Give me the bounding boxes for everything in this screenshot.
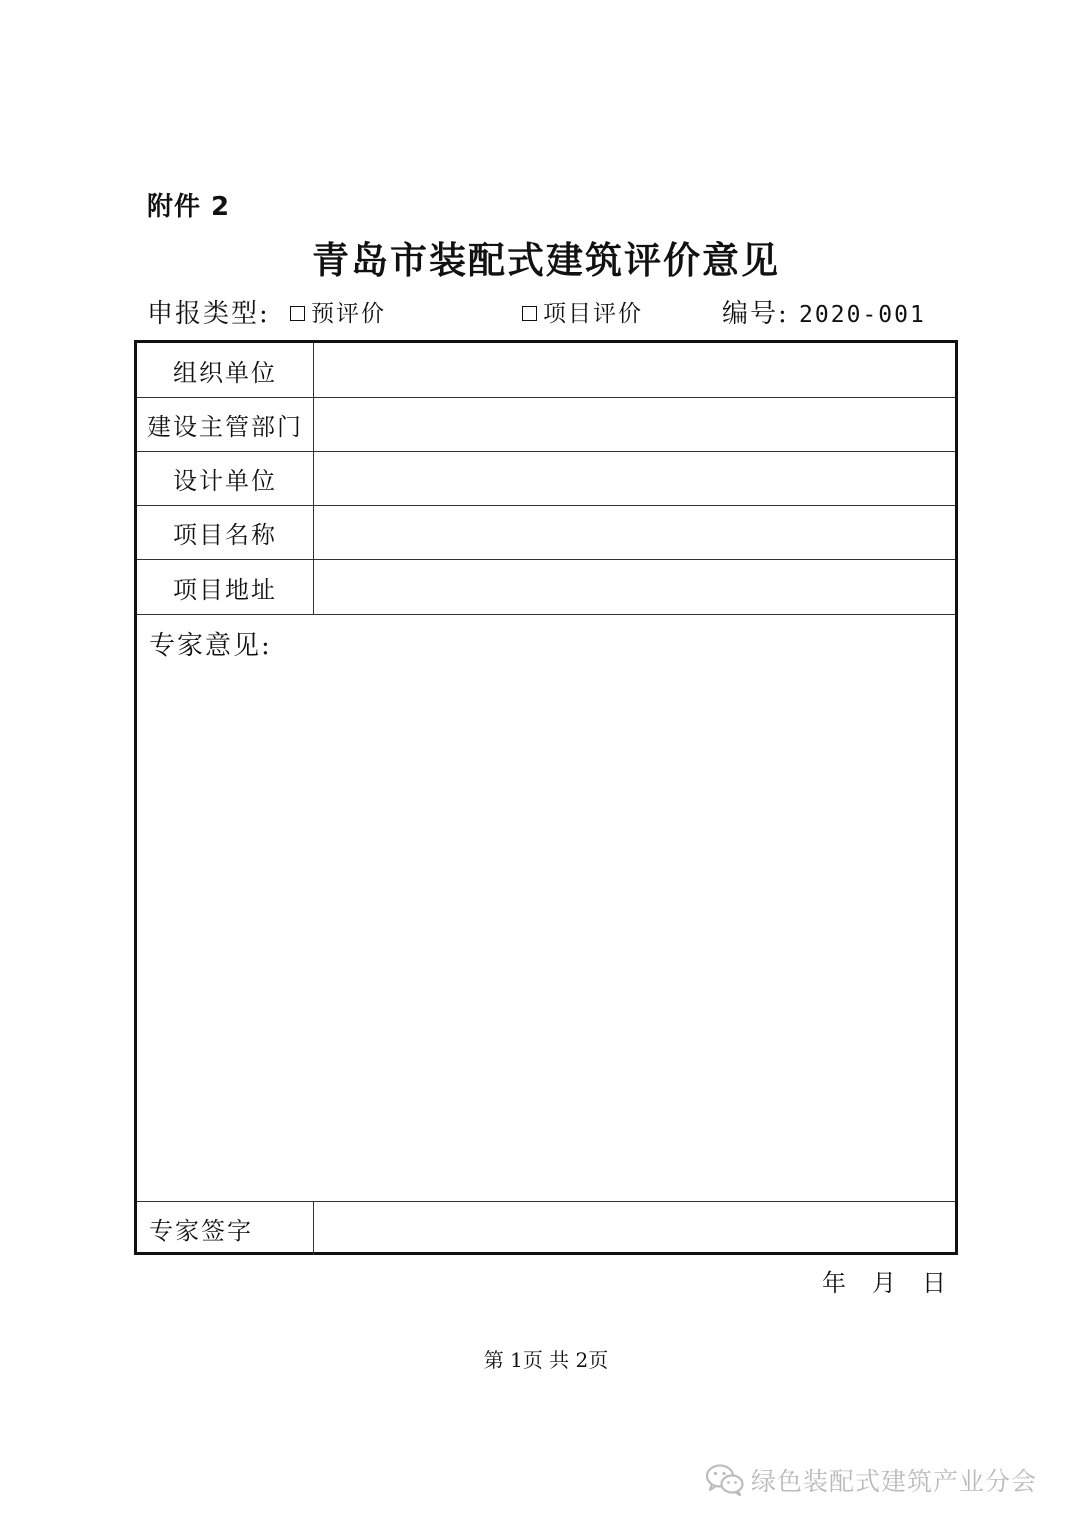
form-row-organizer: [137, 343, 955, 398]
project-address-label: 项目地址: [137, 560, 314, 614]
document-number-label: 编号:: [722, 299, 789, 329]
expert-opinion-label: 专家意见:: [149, 631, 272, 661]
option-project-evaluation[interactable]: [522, 294, 643, 334]
watermark-text: 绿色装配式建筑产业分会: [751, 1467, 1038, 1496]
designer-label: 设计单位: [137, 452, 314, 505]
signature-field[interactable]: [314, 1202, 955, 1255]
signature-label: 专家签字: [137, 1202, 314, 1255]
evaluation-form-table: [134, 340, 958, 1255]
expert-opinion-area[interactable]: [137, 615, 955, 1202]
document-number-value: 2020-001: [799, 302, 926, 328]
organizer-label: 组织单位: [137, 343, 314, 397]
page-number: 第 1页 共 2页: [483, 1348, 609, 1372]
option-pre-evaluation[interactable]: [290, 294, 386, 334]
form-row-signature: [137, 1202, 955, 1255]
authority-field[interactable]: [314, 398, 955, 451]
document-number: [722, 294, 926, 334]
project-name-field[interactable]: [314, 506, 955, 559]
organizer-field[interactable]: [314, 343, 955, 397]
project-name-label: 项目名称: [137, 506, 314, 559]
form-row-project-name: [137, 506, 955, 560]
form-row-project-address: [137, 560, 955, 615]
designer-field[interactable]: [314, 452, 955, 505]
document-title: 青岛市装配式建筑评价意见: [312, 239, 780, 282]
project-evaluation-checkbox[interactable]: [522, 306, 537, 321]
date-year-label: 年: [822, 1269, 846, 1297]
project-evaluation-label: 项目评价: [543, 301, 643, 327]
authority-label: 建设主管部门: [137, 398, 314, 451]
pre-evaluation-checkbox[interactable]: [290, 306, 305, 321]
date-day-label: 日: [922, 1269, 946, 1297]
report-type-label: 申报类型:: [147, 299, 270, 329]
pre-evaluation-label: 预评价: [311, 301, 386, 327]
watermark: [705, 1460, 1037, 1500]
date-line: [822, 1266, 946, 1300]
attachment-label: 附件 2: [147, 192, 231, 222]
project-address-field[interactable]: [314, 560, 955, 614]
form-row-authority: [137, 398, 955, 452]
date-month-label: 月: [872, 1269, 896, 1297]
form-row-designer: [137, 452, 955, 506]
wechat-icon: [705, 1463, 745, 1497]
